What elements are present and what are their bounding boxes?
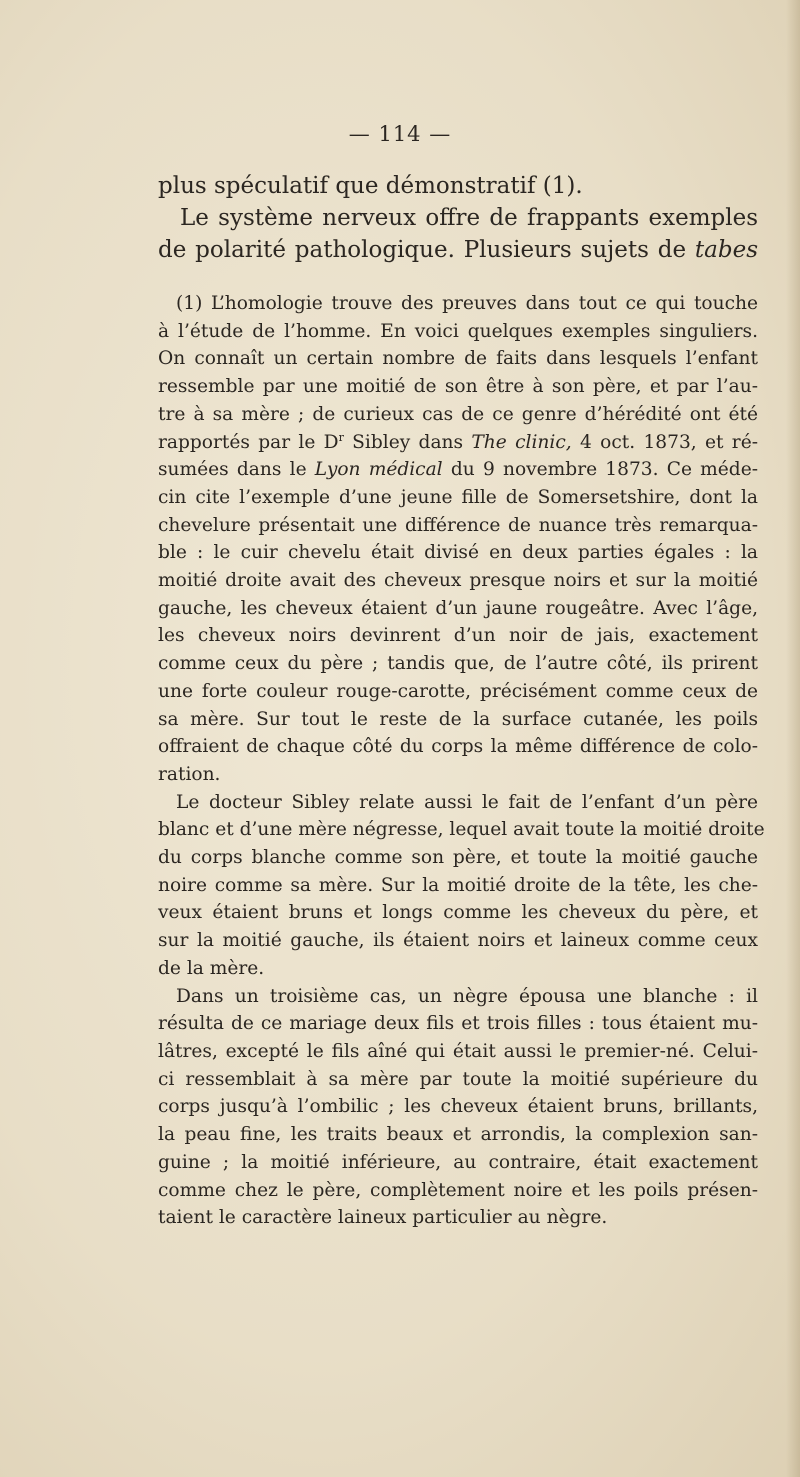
page-edge-shadow [786, 0, 800, 1477]
footnote-line: gauche, les cheveux étaient d’un jaune rougeâtre. Avec l’âge, [158, 597, 758, 619]
body-line: plus spéculatif que démonstratif (1). [158, 173, 583, 199]
footnote-line: Dans un troisième cas, un nègre épousa une blanche : il [176, 985, 758, 1007]
footnote-line: comme ceux du père ; tandis que, de l’autre côté, ils prirent [158, 653, 758, 675]
footnote-line: veux étaient bruns et longs comme les cheveux du père, et [158, 902, 758, 924]
footnote-line: (1) L’homologie trouve des preuves dans tout ce qui touche [176, 293, 758, 314]
footnote-line: rapportés par le $D^r$ Sibley dans The clinic, 4 oct. 1873, et ré- [158, 430, 758, 453]
footnote-line: cin cite l’exemple d’une jeune fille de Somersetshire, dont la [158, 486, 758, 508]
footnote-line: taient le caractère laineux particulier au nègre. [158, 1207, 608, 1229]
footnote-line: corps jusqu’à l’ombilic ; les cheveux étaient bruns, brillants, [158, 1096, 758, 1118]
footnote-line: lâtres, excepté le fils aîné qui était aussi le premier-né. Celui- [158, 1040, 758, 1062]
italic-title-lyon-medical: Lyon médical [314, 459, 443, 481]
body-line: de polarité pathologique. Plusieurs sujets de tabes [158, 237, 759, 263]
footnote-line: offraient de chaque côté du corps la même différence de colo- [158, 736, 758, 758]
footnote-line: sumées dans le Lyon médical du 9 novembre 1873. Ce méde- [158, 459, 758, 481]
footnote-line: sur la moitié gauche, ils étaient noirs et laineux comme ceux [158, 930, 758, 952]
body-line: Le système nerveux offre de frappants exemples [180, 205, 758, 231]
page-number: — 114 — [348, 122, 452, 146]
footnote-line: tre à sa mère ; de curieux cas de ce genre d’hérédité ont été [158, 403, 758, 425]
footnote-line: blanc et d’une mère négresse, lequel avait toute la moitié droite [158, 819, 765, 841]
footnote-line: ressemble par une moitié de son être à son père, et par l’au- [158, 376, 758, 398]
footnote-line: moitié droite avait des cheveux presque noirs et sur la moitié [158, 570, 758, 592]
footnote-line: de la mère. [158, 957, 265, 979]
footnote-line: à l’étude de l’homme. En voici quelques exemples singuliers. [158, 320, 758, 342]
footnote-line: ration. [158, 763, 221, 785]
footnote-line: la peau fine, les traits beaux et arrondis, la complexion san- [158, 1124, 758, 1146]
main-body-text [158, 170, 758, 266]
footnote-line: du corps blanche comme son père, et toute la moitié gauche [158, 847, 758, 869]
footnote-line: résulta de ce mariage deux fils et trois filles : tous étaient mu- [158, 1013, 758, 1035]
footnote-line: une forte couleur rouge-carotte, précisément comme ceux de [158, 680, 758, 702]
footnote-line: Le docteur Sibley relate aussi le fait de l’enfant d’un père [176, 791, 758, 813]
footnote-line: chevelure présentait une différence de nuance très remarqua- [158, 514, 758, 536]
italic-title-the-clinic: The clinic, [471, 431, 572, 453]
footnote-line: les cheveux noirs devinrent d’un noir de jais, exactement [158, 625, 758, 647]
footnote [158, 290, 765, 1232]
italic-term-tabes: tabes [694, 237, 759, 263]
footnote-line: ci ressemblait à sa mère par toute la moitié supérieure du [158, 1068, 758, 1090]
footnote-line: guine ; la moitié inférieure, au contraire, était exactement [158, 1151, 758, 1173]
footnote-line: comme chez le père, complètement noire et les poils présen- [158, 1179, 758, 1201]
footnote-line: sa mère. Sur tout le reste de la surface cutanée, les poils [158, 708, 758, 730]
footnote-line: ble : le cuir chevelu était divisé en deux parties égales : la [158, 542, 758, 564]
footnote-line: noire comme sa mère. Sur la moitié droite de la tête, les che- [158, 874, 758, 896]
footnote-line: On connaît un certain nombre de faits dans lesquels l’enfant [158, 348, 758, 370]
